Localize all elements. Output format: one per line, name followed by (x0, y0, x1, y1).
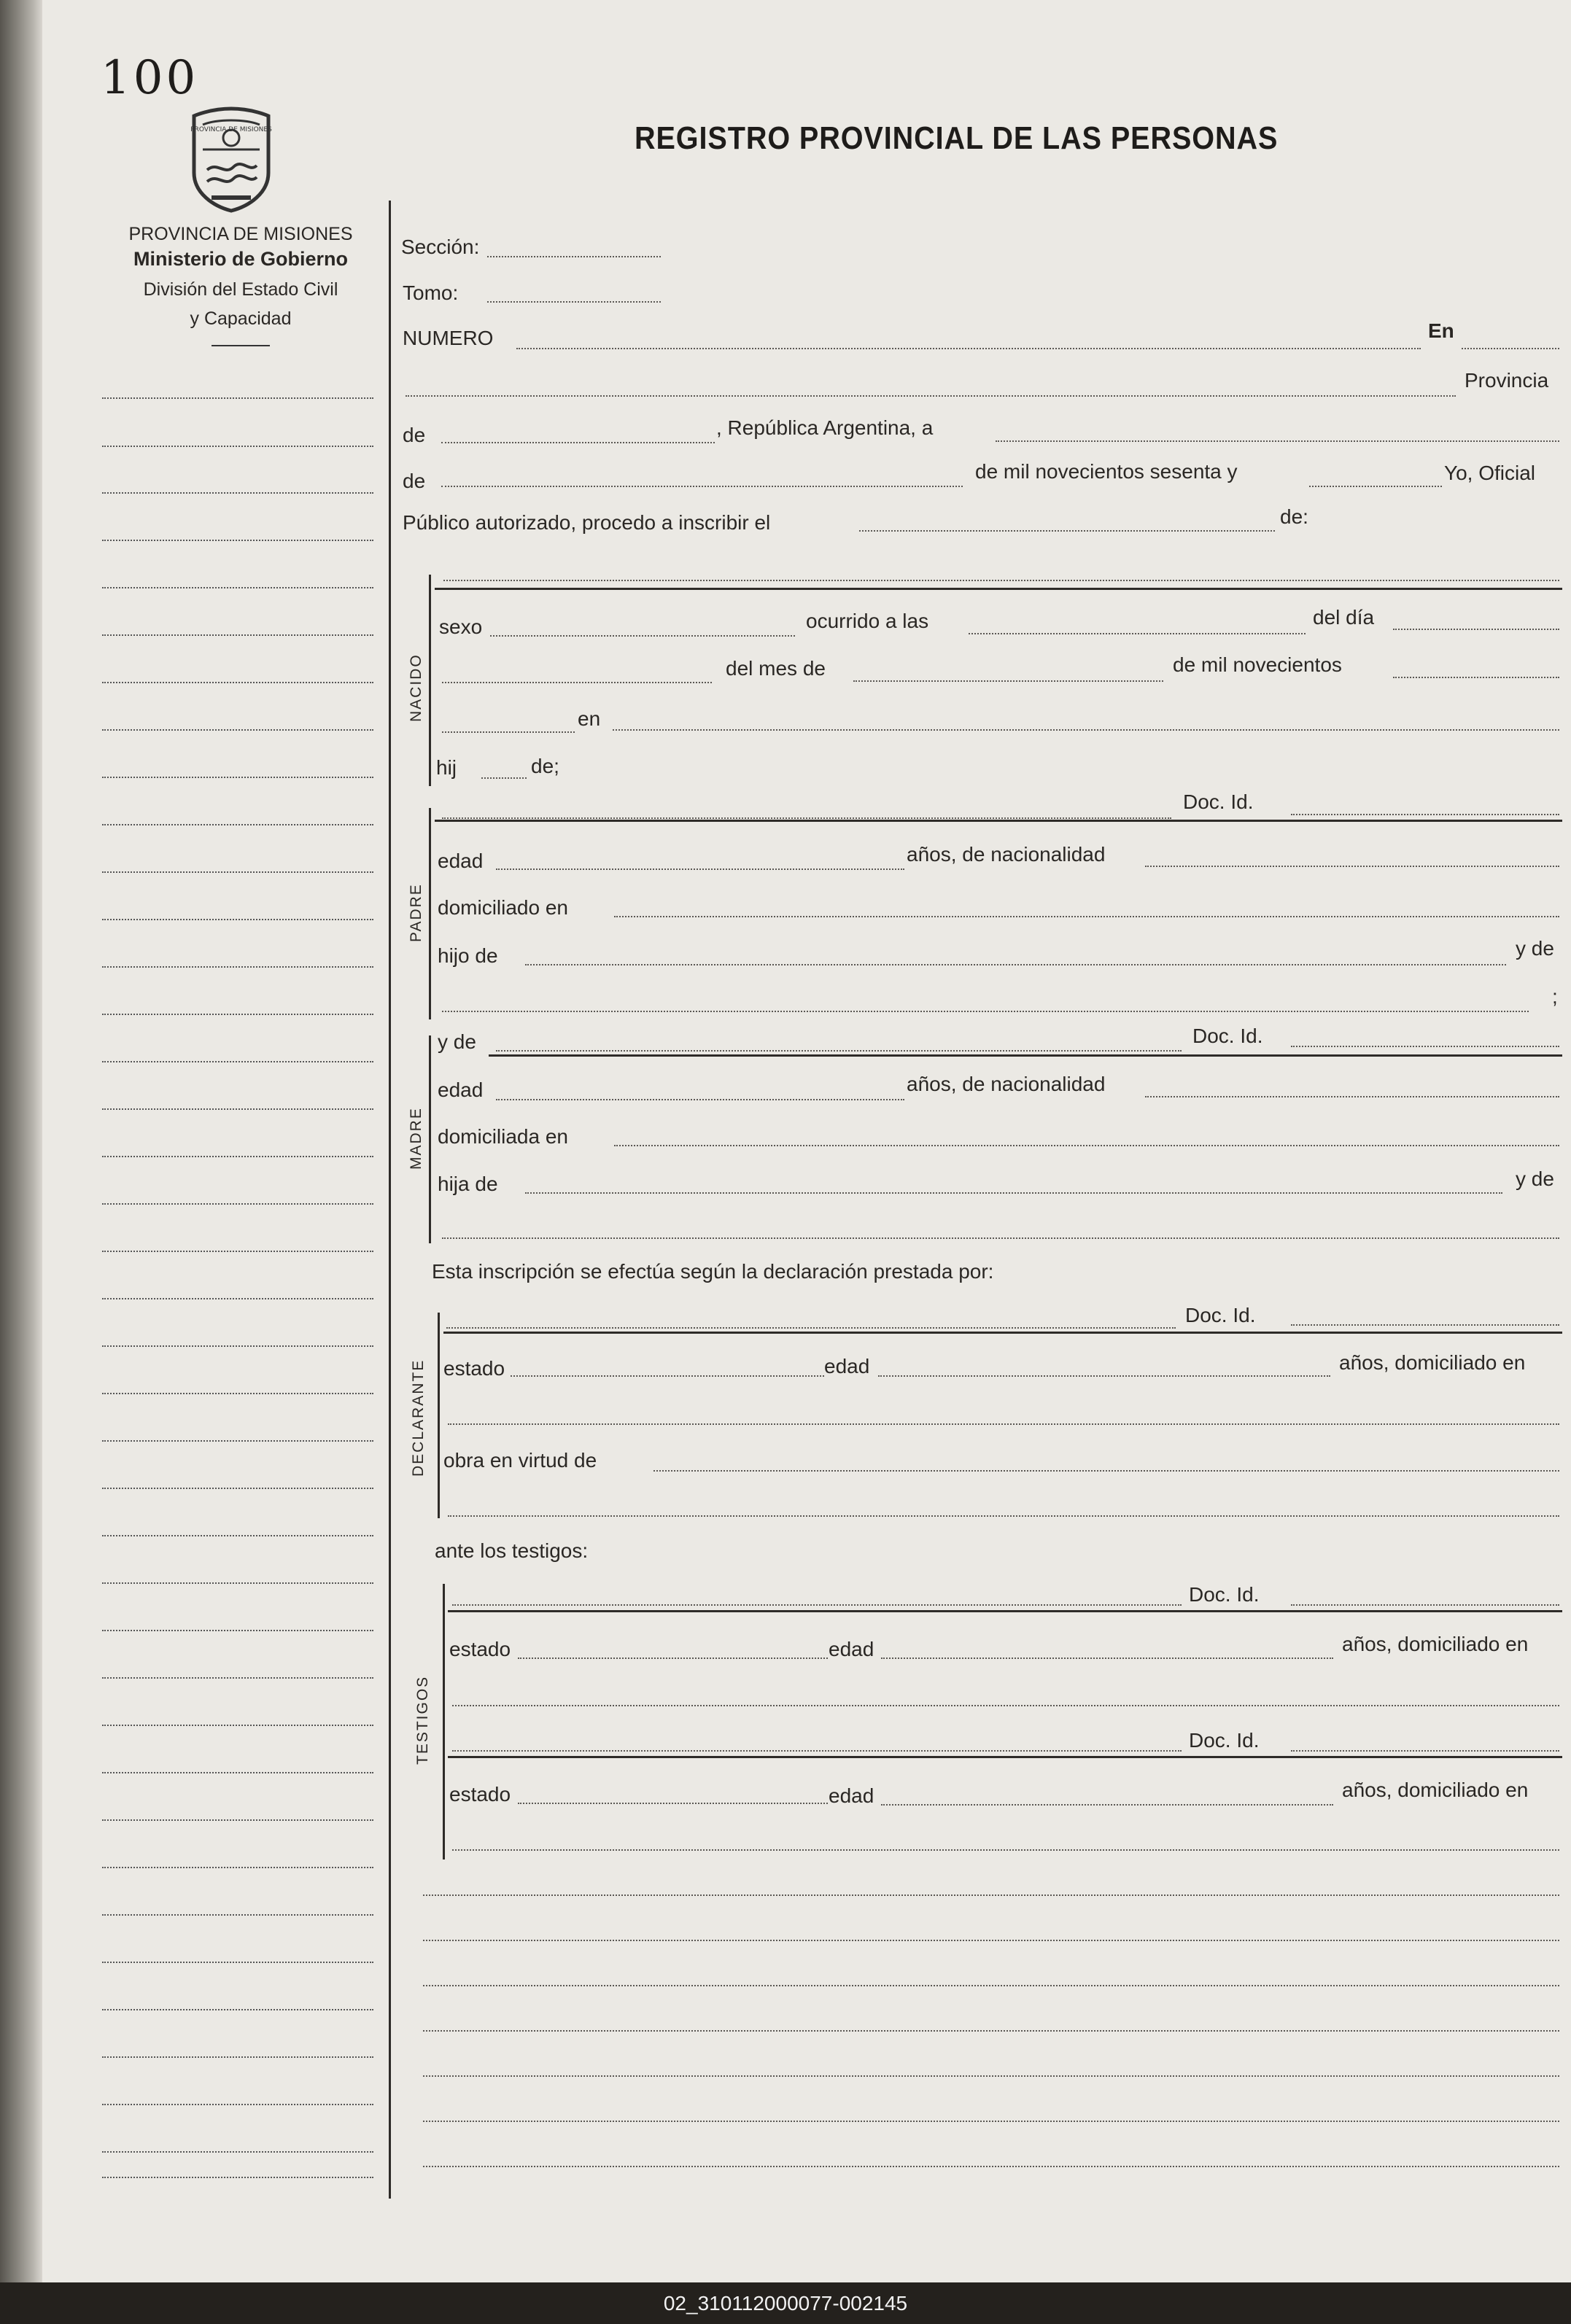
de-nacido-label: de; (531, 755, 559, 777)
padre-madre-field[interactable] (442, 1011, 1529, 1012)
padre-hijo-de-field[interactable] (525, 964, 1506, 965)
numero-label: NUMERO (403, 327, 494, 349)
numero-field[interactable] (516, 348, 1421, 349)
nacido-bracket (429, 575, 431, 786)
padre-rule (435, 820, 1562, 822)
testigo2-domicilio-label: años, domiciliado en (1342, 1779, 1529, 1801)
mil-sesenta-label: de mil novecientos sesenta y (975, 460, 1238, 483)
testigo1-domicilio-label: años, domiciliado en (1342, 1633, 1529, 1655)
hora-field[interactable] (969, 633, 1306, 634)
sexo-label: sexo (439, 615, 483, 638)
padre-name-field[interactable] (442, 817, 1171, 819)
madre-y-de-label: y de (438, 1030, 476, 1053)
madre-bracket (429, 1035, 431, 1243)
en-nacido-label: en (578, 707, 601, 730)
de-label-2: de (403, 470, 426, 492)
testigo1-doc-label: Doc. Id. (1189, 1583, 1260, 1606)
page-number: 100 (101, 51, 199, 105)
notes-line[interactable] (423, 1894, 1559, 1896)
year-field[interactable] (1309, 486, 1442, 487)
hij-field[interactable] (481, 777, 527, 779)
padre-doc-label: Doc. Id. (1183, 790, 1254, 813)
declarante-obra-cont-field[interactable] (448, 1515, 1559, 1517)
testigo1-doc-field[interactable] (1291, 1604, 1559, 1606)
testigos-bracket (443, 1584, 445, 1859)
header-ministry: Ministerio de Gobierno (133, 248, 349, 270)
ocurrido-label: ocurrido a las (806, 610, 929, 632)
book-binding (0, 0, 42, 2282)
padre-y-de-label: y de (1516, 937, 1554, 960)
del-mes-label: del mes de (726, 657, 826, 680)
main-divider (389, 201, 391, 2199)
hij-label: hij (436, 756, 457, 779)
padre-edad-field[interactable] (496, 868, 904, 870)
declarante-domicilio-field[interactable] (448, 1423, 1559, 1425)
declarante-doc-label: Doc. Id. (1185, 1304, 1256, 1326)
mes-field[interactable] (853, 680, 1163, 682)
testigo1-estado-field[interactable] (518, 1657, 828, 1659)
madre-domicilio-field[interactable] (614, 1145, 1559, 1146)
declarante-edad-field[interactable] (878, 1375, 1330, 1377)
testigo2-domicilio-field[interactable] (452, 1849, 1559, 1851)
en-field[interactable] (1462, 348, 1559, 349)
act-type-field[interactable] (859, 530, 1275, 532)
declarante-doc-field[interactable] (1291, 1324, 1559, 1326)
madre-y-de-label-2: y de (1516, 1167, 1554, 1190)
notes-line[interactable] (423, 2030, 1559, 2032)
madre-rule (489, 1054, 1562, 1057)
notes-line[interactable] (423, 2166, 1559, 2167)
province-field[interactable] (441, 442, 715, 443)
padre-nacionalidad-field[interactable] (1145, 866, 1559, 867)
de-colon-label: de: (1280, 505, 1308, 528)
place-field[interactable] (406, 395, 1456, 397)
en-label: En (1428, 319, 1454, 342)
testigo1-name-field[interactable] (452, 1604, 1182, 1606)
de-label-1: de (403, 424, 426, 446)
notes-line[interactable] (423, 2075, 1559, 2077)
padre-domicilio-field[interactable] (614, 916, 1559, 917)
image-id-caption: 02_310112000077-002145 (0, 2282, 1571, 2324)
madre-domicilio-label: domiciliada en (438, 1125, 568, 1148)
dia-field[interactable] (1393, 629, 1559, 630)
mil-novecientos-label: de mil novecientos (1173, 653, 1342, 676)
declarante-bracket (438, 1313, 440, 1518)
madre-name-field[interactable] (496, 1050, 1182, 1052)
padre-doc-field[interactable] (1291, 814, 1559, 815)
seccion-field[interactable] (487, 256, 661, 257)
testigo1-estado-label: estado (449, 1638, 511, 1660)
padre-edad-label: edad (438, 850, 484, 872)
madre-hija-de-field[interactable] (525, 1192, 1502, 1194)
notes-line[interactable] (423, 2121, 1559, 2122)
tomo-label: Tomo: (403, 281, 459, 304)
anio-field[interactable] (1393, 677, 1559, 678)
provincia-label: Provincia (1465, 369, 1549, 392)
svg-text:PROVINCIA DE MISIONES: PROVINCIA DE MISIONES (190, 126, 272, 133)
madre-edad-field[interactable] (496, 1099, 904, 1100)
padre-hijo-de-label: hijo de (438, 944, 498, 967)
notes-line[interactable] (423, 1940, 1559, 1941)
testigo2-edad-field[interactable] (881, 1804, 1333, 1806)
madre-nacionalidad-label: años, de nacionalidad (907, 1073, 1106, 1095)
declaracion-text: Esta inscripción se efectúa según la declaración prestada por: (432, 1260, 994, 1283)
declarante-name-field[interactable] (446, 1327, 1176, 1329)
page-title: REGISTRO PROVINCIAL DE LAS PERSONAS (635, 120, 1279, 156)
testigo2-doc-label: Doc. Id. (1189, 1729, 1260, 1752)
nacido-rule (435, 588, 1562, 590)
header-capacity: y Capacidad (190, 308, 292, 329)
notes-line[interactable] (423, 1985, 1559, 1986)
testigos-label: TESTIGOS (414, 1675, 431, 1765)
testigo1-edad-label: edad (829, 1638, 874, 1660)
header-division: División del Estado Civil (143, 279, 338, 300)
padre-domicilio-label: domiciliado en (438, 896, 568, 919)
sexo-field[interactable] (490, 635, 795, 637)
declarante-obra-field[interactable] (653, 1470, 1559, 1472)
testigo2-doc-field[interactable] (1291, 1750, 1559, 1752)
anio-cont-field[interactable] (442, 731, 575, 733)
testigo2-edad-label: edad (829, 1784, 874, 1807)
dia-cont-field[interactable] (442, 682, 712, 683)
lugar-field[interactable] (613, 729, 1559, 731)
date-day-field[interactable] (996, 440, 1559, 442)
testigo2-estado-field[interactable] (518, 1803, 828, 1804)
month-field[interactable] (441, 486, 963, 487)
declarante-estado-field[interactable] (511, 1375, 824, 1377)
madre-nacionalidad-field[interactable] (1145, 1096, 1559, 1097)
nacido-label: NACIDO (408, 653, 424, 722)
declarante-domicilio-label: años, domiciliado en (1339, 1351, 1526, 1374)
padre-nacionalidad-label: años, de nacionalidad (907, 843, 1106, 866)
yo-oficial-label: Yo, Oficial (1444, 462, 1536, 484)
madre-edad-label: edad (438, 1079, 484, 1101)
testigo2-estado-label: estado (449, 1783, 511, 1806)
nacido-name-field[interactable] (443, 580, 1559, 581)
declarante-edad-label: edad (824, 1355, 870, 1377)
padre-bracket (429, 808, 431, 1019)
testigo2-rule (448, 1756, 1562, 1758)
declarante-rule (443, 1332, 1562, 1334)
republica-label: , República Argentina, a (716, 416, 934, 439)
declarante-label: DECLARANTE (410, 1359, 427, 1477)
testigos-text: ante los testigos: (435, 1539, 589, 1562)
header-rule (212, 345, 270, 346)
seccion-label: Sección: (401, 236, 480, 258)
madre-doc-label: Doc. Id. (1192, 1025, 1263, 1047)
madre-madre-field[interactable] (442, 1237, 1559, 1239)
header-province: PROVINCIA DE MISIONES (128, 224, 353, 244)
testigo2-name-field[interactable] (452, 1750, 1182, 1752)
madre-hija-de-label: hija de (438, 1173, 498, 1195)
padre-label: PADRE (408, 883, 424, 942)
tomo-field[interactable] (487, 301, 661, 303)
del-dia-label: del día (1313, 606, 1375, 629)
testigo1-edad-field[interactable] (881, 1657, 1333, 1659)
testigo1-domicilio-field[interactable] (452, 1705, 1559, 1706)
madre-label: MADRE (408, 1107, 424, 1170)
province-emblem-icon (181, 106, 282, 214)
testigo1-rule (448, 1610, 1562, 1612)
padre-semicolon: ; (1552, 985, 1558, 1008)
publico-label: Público autorizado, procedo a inscribir el (403, 511, 771, 534)
declarante-obra-label: obra en virtud de (443, 1449, 597, 1472)
madre-doc-field[interactable] (1291, 1046, 1559, 1047)
declarante-estado-label: estado (443, 1357, 505, 1380)
